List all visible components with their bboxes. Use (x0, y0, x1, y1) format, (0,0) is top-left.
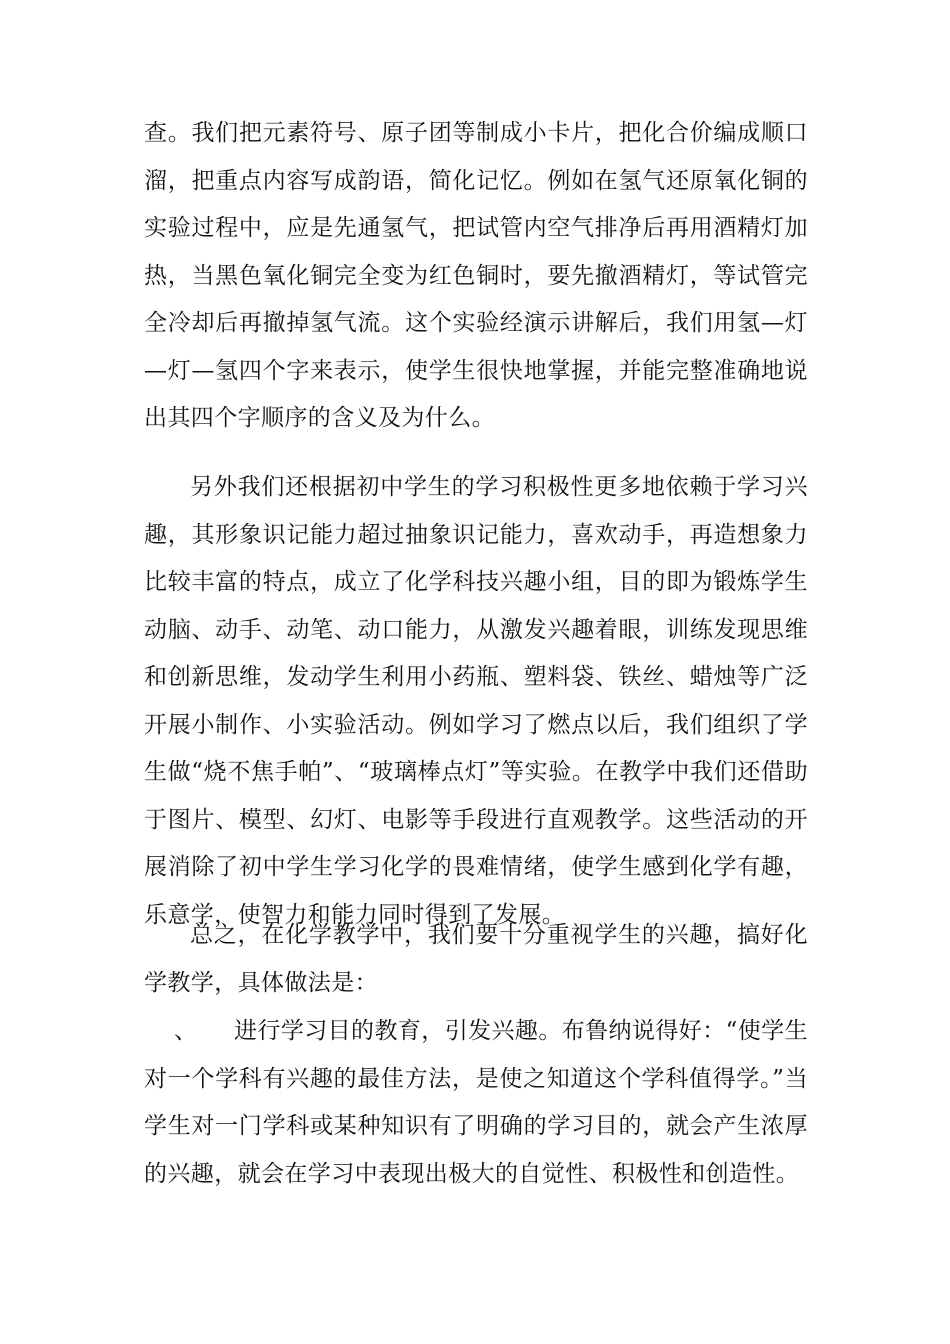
paragraph-summary: 总之，在化学教学中，我们要十分重视学生的兴趣，搞好化学教学，具体做法是： (144, 922, 808, 996)
list-marker: 、 (174, 1018, 198, 1044)
list-item-text: 进行学习目的教育，引发兴趣。布鲁纳说得好：“使学生对一个学科有兴趣的最佳方法，是使之知道这个学科值得学。”当学生对一门学科或某种知识有了明确的学习目的，就会产生浓厚的兴趣，就会在学习中表现出极大的自觉性、积极性和创造性。 (144, 1018, 808, 1187)
list-item-paragraph (144, 1008, 808, 1198)
paragraph-interest-group: 另外我们还根据初中学生的学习积极性更多地依赖于学习兴趣，其形象识记能力超过抽象识记能力，喜欢动手，再造想象力比较丰富的特点，成立了化学科技兴趣小组，目的即为锻炼学生动脑、动手、动笔、动口能力，从激发兴趣着眼，训练发现思维和创新思维，发动学生利用小药瓶、塑料袋、铁丝、蜡烛等广泛开展小制作、小实验活动。例如学习了燃点以后，我们组织了学生做“烧不焦手帕”、“玻璃棒点灯”等实验。在教学中我们还借助于图片、模型、幻灯、电影等手段进行直观教学。这些活动的开展消除了初中学生学习化学的畏难情绪，使学生感到化学有趣，乐意学，使智力和能力同时得到了发展。 (144, 474, 808, 928)
paragraph-continued: 查。我们把元素符号、原子团等制成小卡片，把化合价编成顺口溜，把重点内容写成韵语，简化记忆。例如在氢气还原氧化铜的实验过程中，应是先通氢气，把试管内空气排净后再用酒精灯加热，当黑色氧化铜完全变为红色铜时，要先撤酒精灯，等试管完全冷却后再撤掉氢气流。这个实验经演示讲解后，我们用氢—灯—灯—氢四个字来表示，使学生很快地掌握，并能完整准确地说出其四个字顺序的含义及为什么。 (144, 120, 808, 431)
